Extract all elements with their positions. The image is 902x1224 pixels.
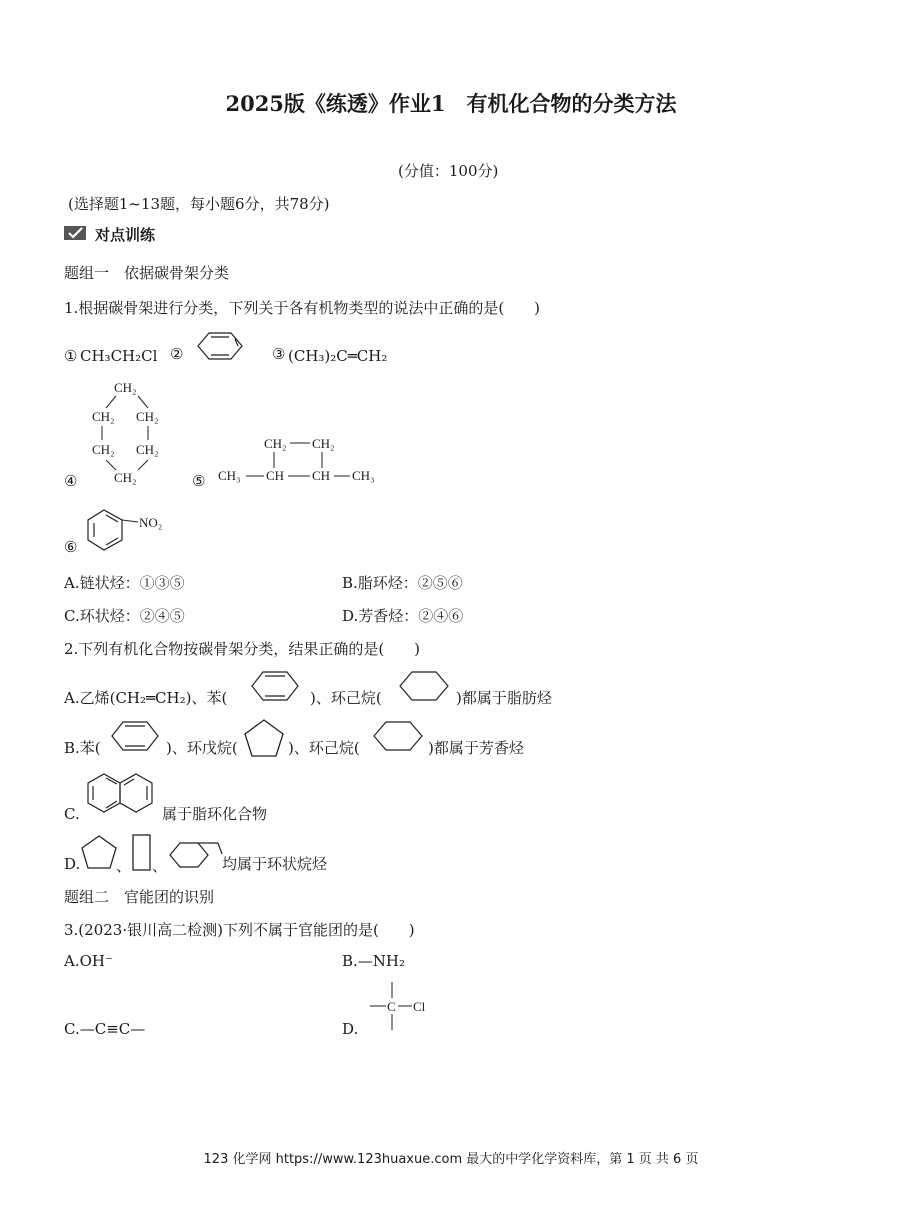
q2-option-d-sep2: 、	[152, 857, 168, 875]
score-note: (分值：100分)	[398, 162, 499, 180]
q2-option-b-part4: )都属于芳香烃	[428, 739, 524, 757]
q3-option-d[interactable]: D.	[342, 1020, 359, 1038]
dimethylcyclobutane-structure	[218, 430, 388, 490]
ch3-right: CH₃	[352, 468, 375, 483]
q1-option-c[interactable]: C.环状烃：②④⑤	[64, 607, 185, 625]
ch2-left: CH₂	[264, 436, 287, 451]
page-footer: 123 化学网 https://www.123huaxue.com 最大的中学化学资料库，第 1 页 共 6 页	[203, 1152, 699, 1167]
q2-option-c-part2: 属于脂环化合物	[162, 805, 268, 823]
ring-ch2-upper-right: CH₂	[136, 409, 159, 424]
ring-ch2-bottom: CH₂	[114, 470, 137, 485]
question-3-stem: 3.(2023·银川高二检测)下列不属于官能团的是( )	[64, 921, 415, 939]
ring-ch2-lower-left: CH₂	[92, 442, 115, 457]
q2-option-b-part3: )、环己烷(	[288, 739, 360, 757]
cyclohexane-ch2-structure	[86, 376, 176, 486]
nitro-group: NO₂	[139, 515, 163, 530]
page-title: 2025版《练透》作业1 有机化合物的分类方法	[225, 91, 677, 116]
q2-option-d-part2: 均属于环状烷烃	[222, 855, 328, 873]
q2-option-b-part1[interactable]: B.苯(	[64, 739, 101, 757]
ring-ch2-top: CH₂	[114, 380, 137, 395]
item-3-number: ③	[272, 345, 286, 363]
item-1-number: ①	[64, 347, 78, 365]
q2-option-b-part2: )、环戊烷(	[166, 739, 238, 757]
cyclohexane-structure-b	[372, 720, 426, 754]
q2-option-a-part3: )都属于脂肪烃	[456, 689, 552, 707]
q2-option-c-part1[interactable]: C.	[64, 805, 80, 823]
q2-option-d-sep1: 、	[116, 857, 132, 875]
ring-ch2-upper-left: CH₂	[92, 409, 115, 424]
checkmark-icon	[64, 225, 88, 241]
benzene-structure	[196, 331, 244, 361]
q2-option-a-part2: )、环己烷(	[310, 689, 382, 707]
section-label: 对点训练	[95, 226, 156, 244]
ch-left: CH	[266, 468, 285, 483]
ring-ch2-lower-right: CH₂	[136, 442, 159, 457]
chloromethyl-structure	[366, 980, 436, 1032]
ch-right: CH	[312, 468, 331, 483]
cyclobutane-structure-d	[132, 834, 152, 872]
q1-option-d[interactable]: D.芳香烃：②④⑥	[342, 607, 464, 625]
cyclopentane-structure-b	[242, 718, 286, 758]
cyclopentane-structure-d	[80, 834, 118, 870]
item-4-number: ④	[64, 472, 78, 490]
item-2-number: ②	[170, 345, 184, 363]
item-5-number: ⑤	[192, 472, 206, 490]
q3-option-b[interactable]: B.—NH₂	[342, 952, 406, 970]
carbon-atom: C	[387, 999, 396, 1014]
ch2-right: CH₂	[312, 436, 335, 451]
item-3-formula: (CH₃)₂C═CH₂	[288, 347, 388, 365]
q3-option-c[interactable]: C.—C≡C—	[64, 1020, 146, 1038]
item-6-number: ⑥	[64, 538, 78, 556]
group-heading-2: 题组二 官能团的识别	[64, 888, 215, 906]
question-2-stem: 2.下列有机化合物按碳骨架分类，结果正确的是( )	[64, 640, 421, 658]
question-1-stem: 1.根据碳骨架进行分类，下列关于各有机物类型的说法中正确的是( )	[64, 299, 541, 317]
q1-option-a[interactable]: A.链状烃：①③⑤	[64, 574, 185, 592]
q2-option-d-part1[interactable]: D.	[64, 855, 81, 873]
chlorine-atom: Cl	[413, 999, 426, 1014]
nitrobenzene-structure	[86, 506, 176, 556]
group-heading-1: 题组一 依据碳骨架分类	[64, 264, 230, 282]
benzene-structure-a	[250, 670, 300, 702]
cyclohexane-structure-a	[398, 670, 452, 704]
choice-note: (选择题1~13题，每小题6分，共78分)	[68, 195, 330, 213]
benzene-structure-b	[110, 720, 160, 752]
q2-option-a-part1[interactable]: A.乙烯(CH₂═CH₂)、苯(	[64, 689, 228, 707]
methylcyclohexane-structure-d	[168, 840, 224, 870]
item-1-formula: CH₃CH₂Cl	[80, 347, 158, 365]
q3-option-a[interactable]: A.OH⁻	[64, 952, 113, 970]
naphthalene-structure	[86, 770, 156, 820]
ch3-left: CH₃	[218, 468, 241, 483]
q1-option-b[interactable]: B.脂环烃：②⑤⑥	[342, 574, 463, 592]
